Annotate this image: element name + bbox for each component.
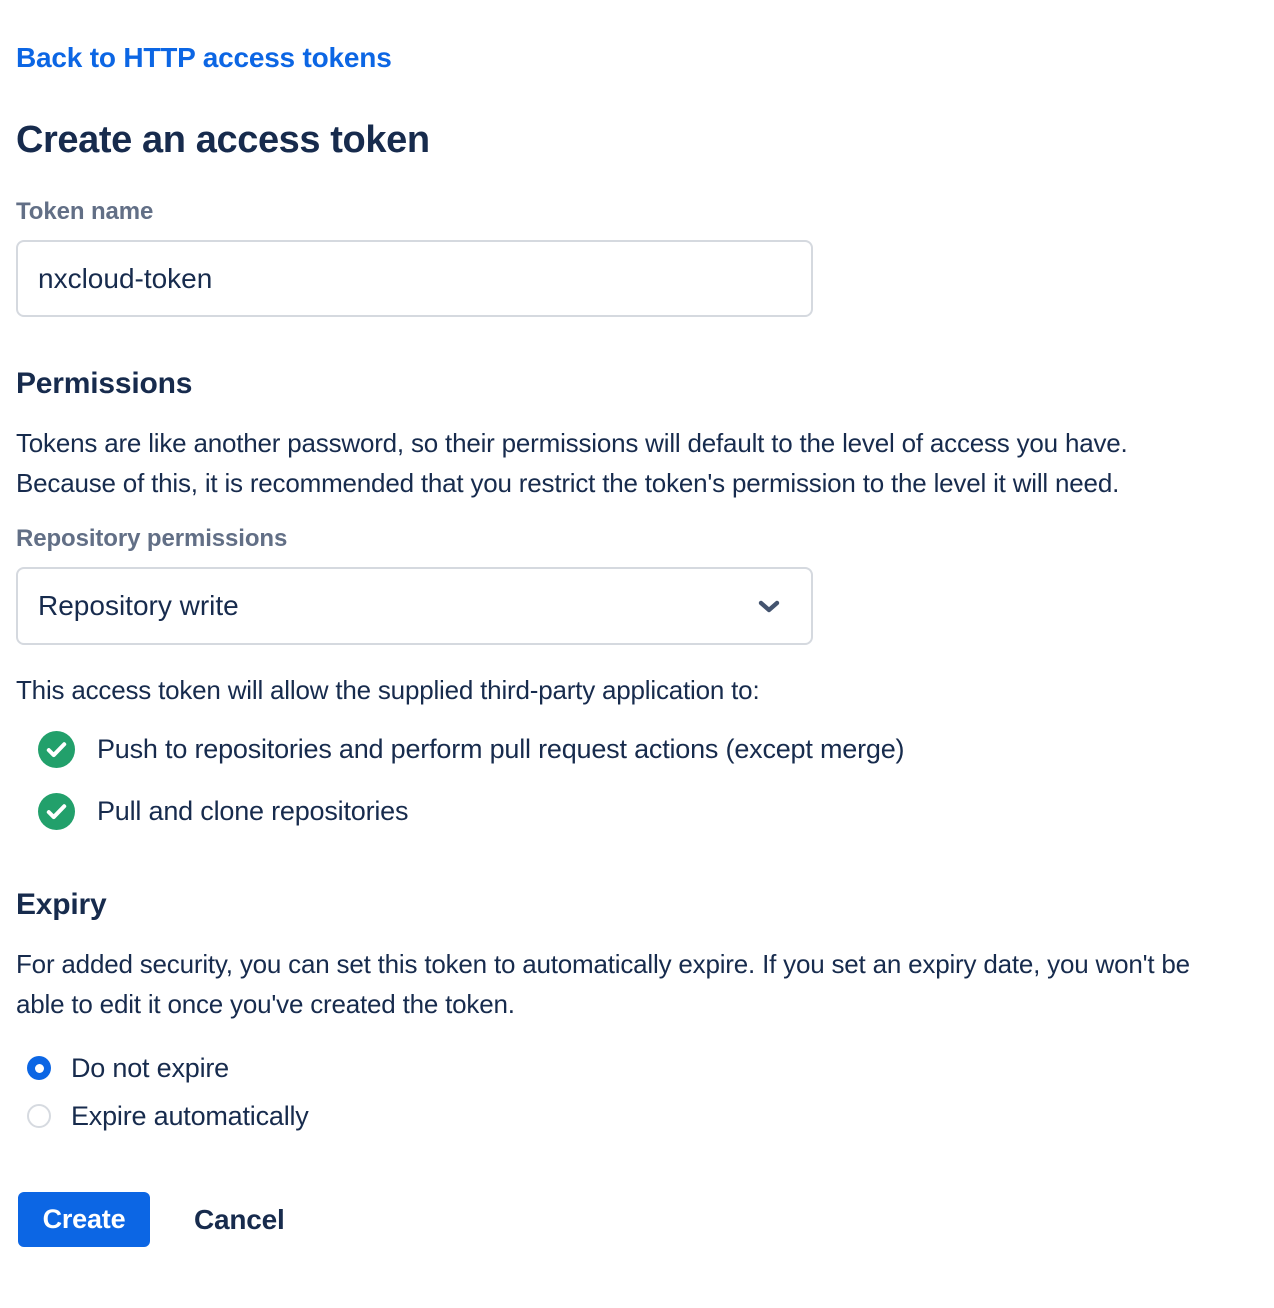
permissions-description: Tokens are like another password, so their permissions will default to the level of access you have. Because of this, it is recommended that you restrict the token's permission to the level it will need. (16, 428, 1128, 498)
granted-permissions-list (16, 731, 1258, 830)
radio-expire-automatically[interactable] (16, 1092, 1258, 1140)
repository-permissions-label: Repository permissions (16, 525, 288, 552)
radio-label: Do not expire (71, 1052, 229, 1083)
radio-do-not-expire[interactable] (16, 1044, 1258, 1092)
page-title: Create an access token (16, 119, 430, 161)
expiry-radio-group (16, 1044, 1258, 1140)
granted-item-label: Pull and clone repositories (97, 796, 409, 826)
cancel-button[interactable]: Cancel (194, 1203, 285, 1235)
create-button[interactable]: Create (18, 1192, 150, 1247)
permissions-heading: Permissions (16, 367, 193, 400)
check-circle-icon (38, 793, 75, 830)
expiry-heading: Expiry (16, 888, 107, 921)
granted-item-label: Push to repositories and perform pull request actions (except merge) (97, 734, 905, 764)
form-actions (16, 1192, 1258, 1247)
radio-button-icon[interactable] (27, 1104, 51, 1128)
chevron-down-icon (753, 590, 785, 622)
allow-intro-text: This access token will allow the supplied third-party application to: (16, 675, 760, 705)
check-circle-icon (38, 731, 75, 768)
granted-item (16, 793, 1258, 830)
token-name-label: Token name (16, 198, 154, 225)
back-to-http-access-tokens-link[interactable]: Back to HTTP access tokens (16, 42, 392, 73)
token-name-input[interactable] (16, 240, 813, 317)
repository-permissions-selected-value: Repository write (38, 590, 239, 621)
repository-permissions-select[interactable] (16, 567, 813, 645)
granted-item (16, 731, 1258, 768)
radio-label: Expire automatically (71, 1100, 309, 1131)
expiry-description: For added security, you can set this token to automatically expire. If you set an expiry date, you won't be able to edit it once you've created the token. (16, 949, 1190, 1019)
radio-button-icon[interactable] (27, 1056, 51, 1080)
